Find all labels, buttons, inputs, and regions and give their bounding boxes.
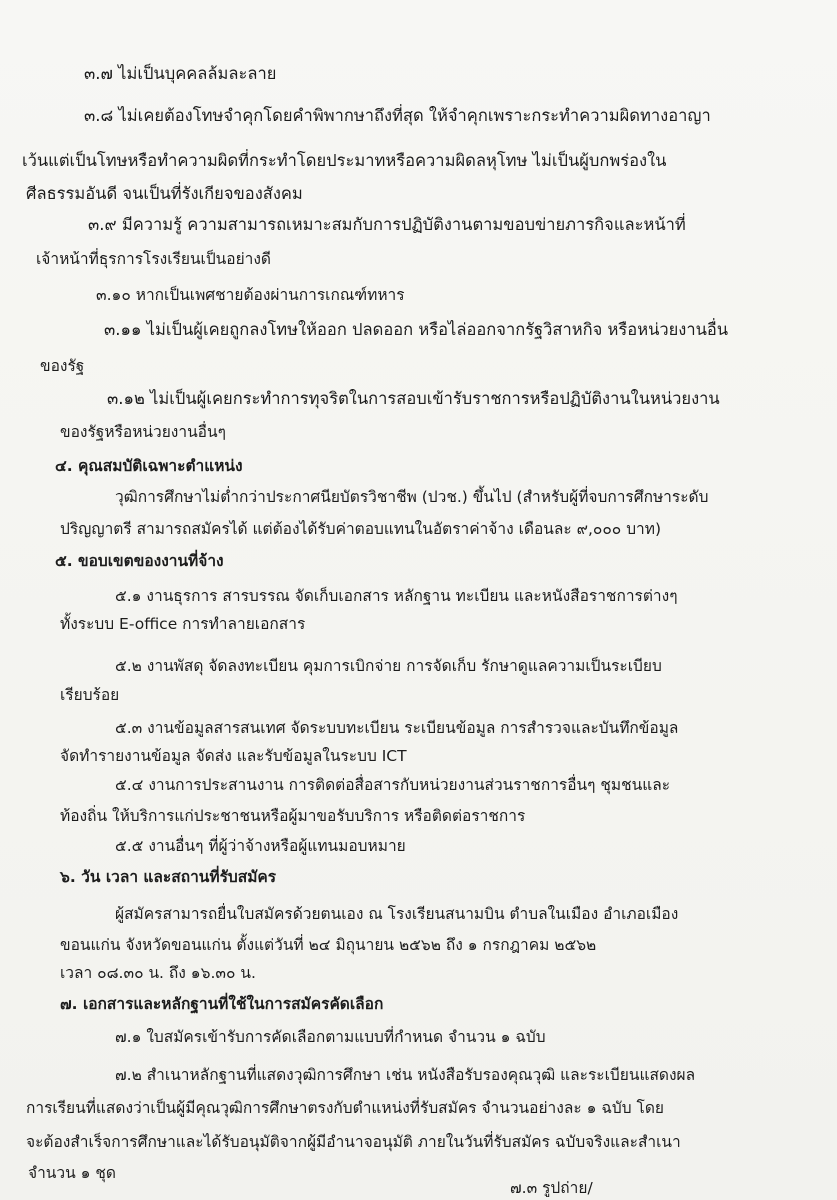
text-line: ผู้สมัครสามารถยื่นใบสมัครด้วยตนเอง ณ โรงเรียนสนามบิน ตำบลในเมือง อำเภอเมือง (115, 905, 679, 923)
text-line: ๕.๑ งานธุรการ สารบรรณ จัดเก็บเอกสาร หลักฐาน ทะเบียน และหนังสือราชการต่างๆ (115, 587, 678, 605)
text-line: ๓.๘ ไม่เคยต้องโทษจำคุกโดยคำพิพากษาถึงที่สุด ให้จำคุกเพราะกระทำความผิดทางอาญา (84, 106, 711, 125)
text-line: จำนวน ๑ ชุด (28, 1164, 116, 1182)
text-line: ๗.๒ สำเนาหลักฐานที่แสดงวุฒิการศึกษา เช่น หนังสือรับรองคุณวุฒิ และระเบียนแสดงผล (115, 1066, 696, 1084)
text-line: วุฒิการศึกษาไม่ต่ำกว่าประกาศนียบัตรวิชาชีพ (ปวช.) ขึ้นไป (สำหรับผู้ที่จบการศึกษาระดับ (115, 488, 709, 506)
text-line: เวลา ๐๘.๓๐ น. ถึง ๑๖.๓๐ น. (60, 964, 256, 982)
text-line: ๓.๙ มีความรู้ ความสามารถเหมาะสมกับการปฏิบัติงานตามขอบข่ายภารกิจและหน้าที่ (88, 215, 686, 234)
text-line: ๕.๕ งานอื่นๆ ที่ผู้ว่าจ้างหรือผู้แทนมอบหมาย (115, 837, 406, 855)
text-line: ๕.๒ งานพัสดุ จัดลงทะเบียน คุมการเบิกจ่าย การจัดเก็บ รักษาดูแลความเป็นระเบียบ (115, 657, 662, 675)
text-line: ๕.๔ งานการประสานงาน การติดต่อสื่อสารกับหน่วยงานส่วนราชการอื่นๆ ชุมชนและ (115, 776, 671, 794)
text-line: ๓.๗ ไม่เป็นบุคคลล้มละลาย (84, 64, 277, 83)
text-line: จะต้องสำเร็จการศึกษาและได้รับอนุมัติจากผู้มีอำนาจอนุมัติ ภายในวันที่รับสมัคร ฉบับจริงและสำเนา (26, 1133, 681, 1151)
text-line: ปริญญาตรี สามารถสมัครได้ แต่ต้องได้รับค่าตอบแทนในอัตราค่าจ้าง เดือนละ ๙,๐๐๐ บาท) (60, 520, 662, 538)
text-line: ของรัฐหรือหน่วยงานอื่นๆ (60, 423, 226, 441)
text-line: เจ้าหน้าที่ธุรการโรงเรียนเป็นอย่างดี (36, 250, 271, 268)
section-heading: ๕. ขอบเขตของงานที่จ้าง (55, 552, 224, 570)
text-line: ของรัฐ (40, 357, 85, 375)
text-line: ๕.๓ งานข้อมูลสารสนเทศ จัดระบบทะเบียน ระเบียนข้อมูล การสำรวจและบันทึกข้อมูล (115, 719, 679, 737)
continuation-line: ๗.๓ รูปถ่าย/ (510, 1179, 593, 1197)
text-line: เรียบร้อย (60, 686, 120, 704)
text-line: ๗.๑ ใบสมัครเข้ารับการคัดเลือกตามแบบที่กำหนด จำนวน ๑ ฉบับ (115, 1028, 546, 1046)
section-heading: ๗. เอกสารและหลักฐานที่ใช้ในการสมัครคัดเลือก (60, 995, 384, 1013)
text-line: ๓.๑๒ ไม่เป็นผู้เคยกระทำการทุจริตในการสอบเข้ารับราชการหรือปฏิบัติงานในหน่วยงาน (107, 389, 720, 408)
section-heading: ๖. วัน เวลา และสถานที่รับสมัคร (60, 868, 277, 886)
text-line: จัดทำรายงานข้อมูล จัดส่ง และรับข้อมูลในระบบ ICT (60, 747, 407, 765)
section-heading: ๔. คุณสมบัติเฉพาะตำแหน่ง (55, 457, 243, 475)
text-line: ท้องถิ่น ให้บริการแก่ประชาชนหรือผู้มาขอรับบริการ หรือติดต่อราชการ (60, 807, 526, 825)
text-line: ทั้งระบบ E-office การทำลายเอกสาร (60, 615, 306, 633)
text-line: ขอนแก่น จังหวัดขอนแก่น ตั้งแต่วันที่ ๒๔ มิถุนายน ๒๕๖๒ ถึง ๑ กรกฎาคม ๒๕๖๒ (60, 936, 597, 954)
text-line: ๓.๑๐ หากเป็นเพศชายต้องผ่านการเกณฑ์ทหาร (96, 286, 405, 304)
text-line: ๓.๑๑ ไม่เป็นผู้เคยถูกลงโทษให้ออก ปลดออก หรือไล่ออกจากรัฐวิสาหกิจ หรือหน่วยงานอื่น (104, 320, 729, 339)
text-line: ศีลธรรมอันดี จนเป็นที่รังเกียจของสังคม (26, 184, 303, 203)
text-line: เว้นแต่เป็นโทษหรือทำความผิดที่กระทำโดยประมาทหรือความผิดลหุโทษ ไม่เป็นผู้บกพร่องใน (22, 151, 667, 170)
text-line: การเรียนที่แสดงว่าเป็นผู้มีคุณวุฒิการศึกษาตรงกับตำแหน่งที่รับสมัคร จำนวนอย่างละ ๑ ฉบับ โดย (26, 1099, 664, 1117)
